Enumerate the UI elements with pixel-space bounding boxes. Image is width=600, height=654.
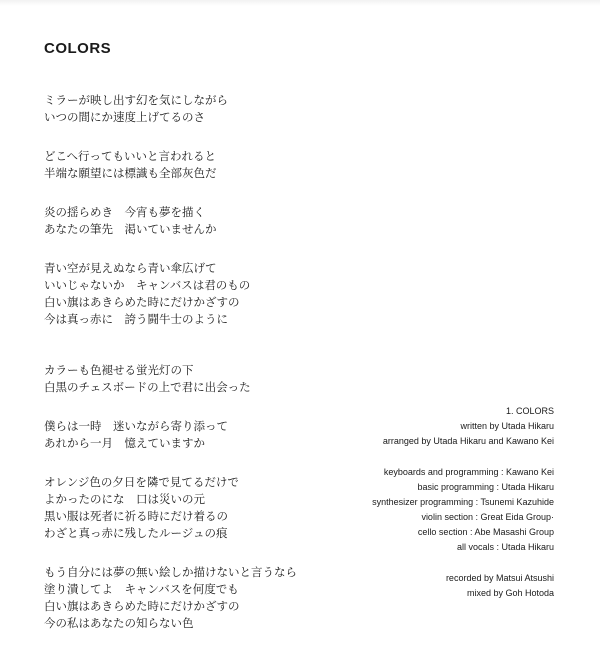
lyric-line: 白黒のチェスボードの上で君に出会った <box>44 380 251 394</box>
lyric-line: わざと真っ赤に残したルージュの痕 <box>44 526 228 540</box>
credit-line: arranged by Utada Hikaru and Kawano Kei <box>382 436 554 446</box>
lyric-line: 塗り潰してよ キャンバスを何度でも <box>44 582 239 596</box>
song-title: COLORS <box>44 40 112 57</box>
lyric-line: オレンジ色の夕日を隣で見てるだけで <box>44 475 239 489</box>
credits-track-block <box>314 404 554 449</box>
credit-line: written by Utada Hikaru <box>460 421 554 431</box>
lyric-line: カラーも色褪せる蛍光灯の下 <box>44 363 194 377</box>
credit-line: 1. COLORS <box>505 406 554 416</box>
lyrics-stanza <box>44 204 334 238</box>
lyric-line: いいじゃないか キャンバスは君のもの <box>44 278 251 292</box>
credit-line: all vocals : Utada Hikaru <box>456 542 554 552</box>
lyric-line: 今の私はあなたの知らない色 <box>44 616 194 630</box>
lyrics-stanza <box>44 564 334 632</box>
credits-column <box>314 404 554 617</box>
lyric-line: 白い旗はあきらめた時にだけかざすの <box>44 599 240 613</box>
lyrics-stanza <box>44 260 334 328</box>
lyric-line: 青い空が見えぬなら青い傘広げて <box>44 261 217 275</box>
lyric-line: もう自分には夢の無い絵しか描けないと言うなら <box>44 565 297 579</box>
lyrics-column <box>44 92 334 654</box>
credit-line: mixed by Goh Hotoda <box>466 588 554 598</box>
credit-line: recorded by Matsui Atsushi <box>445 573 554 583</box>
lyrics-stanza <box>44 474 334 542</box>
credit-line: basic programming : Utada Hikaru <box>417 482 554 492</box>
credit-line: synthesizer programming : Tsunemi Kazuhide <box>372 497 554 507</box>
lyric-line: 炎の揺らめき 今宵も夢を描く <box>44 205 205 219</box>
credits-musicians-block <box>314 465 554 555</box>
credit-line: keyboards and programming : Kawano Kei <box>383 467 554 477</box>
lyrics-stanza <box>44 92 334 126</box>
lyric-line: 黒い服は死者に祈る時にだけ着るの <box>44 509 228 523</box>
lyric-line: ミラーが映し出す幻を気にしながら <box>44 93 228 107</box>
lyrics-stanza <box>44 418 334 452</box>
lyric-line: 白い旗はあきらめた時にだけかざすの <box>44 295 240 309</box>
lyric-line: 僕らは一時 迷いながら寄り添って <box>44 419 228 433</box>
lyric-line: よかったのにな 口は災いの元 <box>44 492 205 506</box>
credit-line: violin section : Great Eida Group· <box>421 512 554 522</box>
credit-line: cello section : Abe Masashi Group <box>417 527 554 537</box>
lyrics-stanza <box>44 362 334 396</box>
lyric-line: 今は真っ赤に 誇う闘牛士のように <box>44 312 228 326</box>
page-top-edge <box>0 0 600 6</box>
lyric-line: 半端な願望には標識も全部灰色だ <box>44 166 217 180</box>
lyric-line: いつの間にか速度上げてるのさ <box>44 110 205 124</box>
lyrics-stanza <box>44 148 334 182</box>
lyric-line: あれから一月 憶えていますか <box>44 436 205 450</box>
credits-engineering-block <box>314 571 554 601</box>
lyric-line: どこへ行ってもいいと言われると <box>44 149 217 163</box>
lyric-line: あなたの筆先 渇いていませんか <box>44 222 217 236</box>
